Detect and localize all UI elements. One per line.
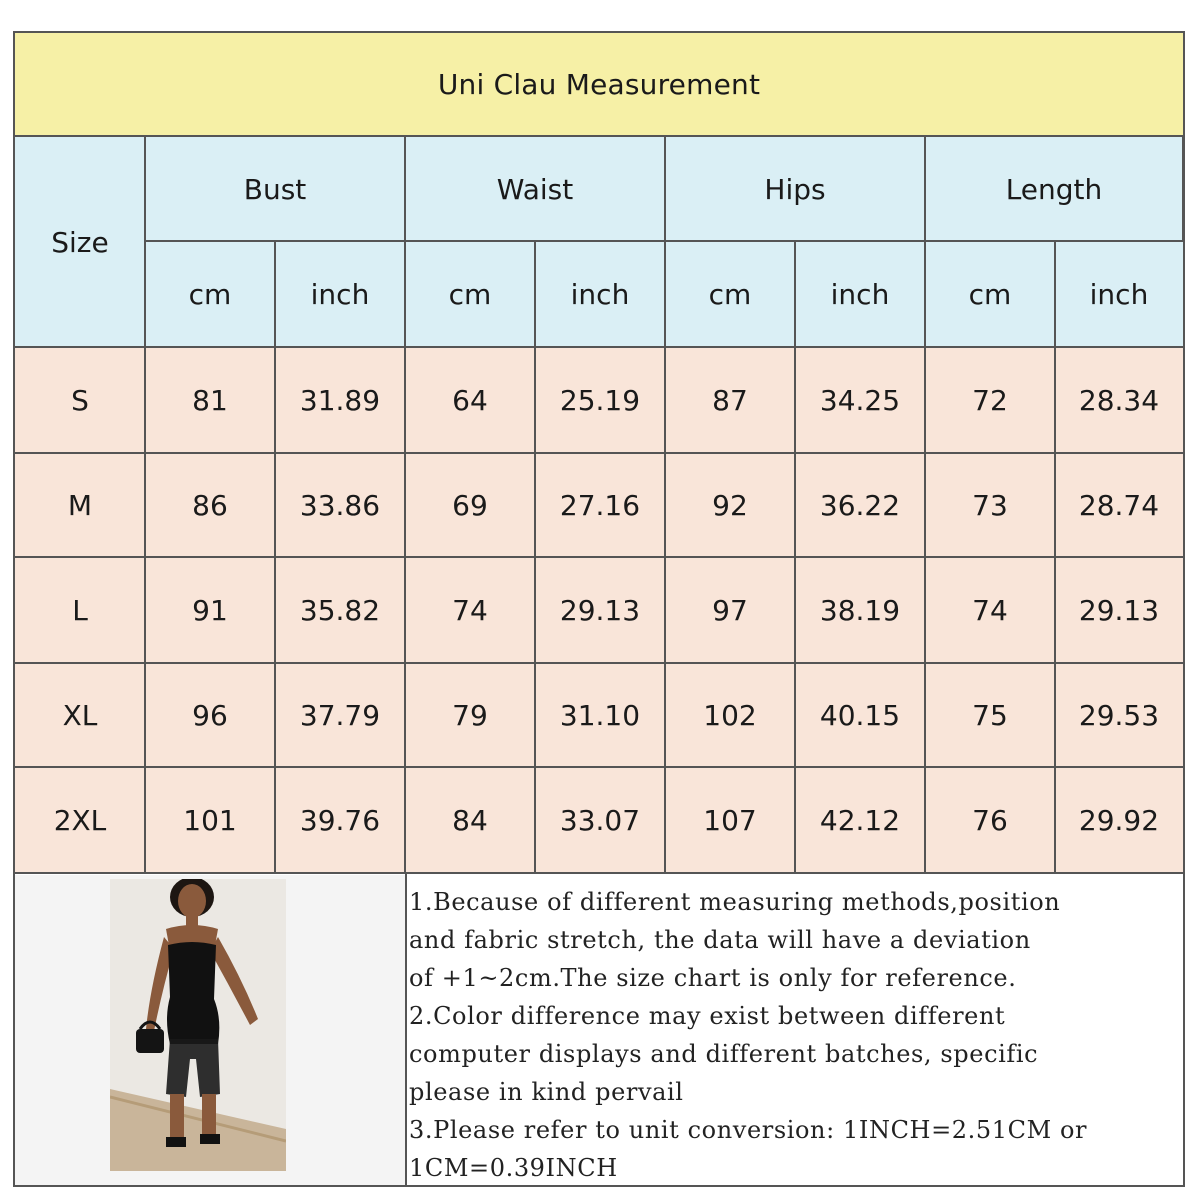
measurement-cell: 92	[665, 453, 795, 557]
grid-line	[404, 347, 406, 873]
grid-line	[274, 241, 276, 347]
measurement-cell: 33.07	[535, 767, 665, 873]
measurement-cell: 31.10	[535, 663, 665, 767]
grid-line	[924, 241, 926, 347]
note-line: 1CM=0.39INCH	[409, 1154, 618, 1182]
group-header-length: Length	[925, 137, 1183, 241]
grid-line	[924, 137, 926, 241]
grid-line	[15, 556, 1183, 558]
unit-header: inch	[1055, 241, 1183, 347]
measurement-cell: 69	[405, 453, 535, 557]
measurement-cell: 29.92	[1055, 767, 1183, 873]
measurement-cell: 27.16	[535, 453, 665, 557]
grid-line	[15, 346, 1183, 348]
product-photo-panel	[15, 875, 405, 1185]
group-header-waist: Waist	[405, 137, 665, 241]
unit-header: cm	[405, 241, 535, 347]
grid-line	[404, 241, 406, 347]
measurement-cell: 96	[145, 663, 275, 767]
grid-line	[924, 347, 926, 873]
unit-header: inch	[275, 241, 405, 347]
unit-header: inch	[795, 241, 925, 347]
grid-line	[15, 662, 1183, 664]
model-illustration	[110, 879, 286, 1171]
measurement-cell: 87	[665, 347, 795, 453]
grid-line	[534, 347, 536, 873]
grid-line	[664, 347, 666, 873]
note-line: of +1~2cm.The size chart is only for reference.	[409, 964, 1017, 992]
grid-line	[794, 347, 796, 873]
measurement-cell: 34.25	[795, 347, 925, 453]
size-notes	[409, 883, 1179, 1183]
note-line: please in kind pervail	[409, 1078, 684, 1106]
measurement-cell: 64	[405, 347, 535, 453]
measurement-cell: 79	[405, 663, 535, 767]
measurement-cell: 38.19	[795, 557, 925, 663]
unit-header: cm	[665, 241, 795, 347]
measurement-cell: 107	[665, 767, 795, 873]
grid-line	[274, 347, 276, 873]
grid-line	[15, 872, 1183, 874]
grid-line	[144, 241, 146, 347]
grid-line	[15, 452, 1183, 454]
measurement-cell: 86	[145, 453, 275, 557]
size-chart	[13, 31, 1185, 1187]
grid-line	[1054, 241, 1056, 347]
group-header-hips: Hips	[665, 137, 925, 241]
measurement-cell: 81	[145, 347, 275, 453]
size-cell: M	[15, 453, 145, 557]
measurement-cell: 72	[925, 347, 1055, 453]
measurement-cell: 35.82	[275, 557, 405, 663]
note-line: 3.Please refer to unit conversion: 1INCH=2.51CM or	[409, 1116, 1088, 1144]
measurement-cell: 39.76	[275, 767, 405, 873]
grid-line	[15, 766, 1183, 768]
product-photo	[110, 879, 286, 1171]
grid-line	[1054, 347, 1056, 873]
measurement-cell: 73	[925, 453, 1055, 557]
measurement-cell: 28.74	[1055, 453, 1183, 557]
group-header-bust: Bust	[145, 137, 405, 241]
measurement-cell: 101	[145, 767, 275, 873]
note-line: 2.Color difference may exist between different	[409, 1002, 1006, 1030]
unit-header: cm	[145, 241, 275, 347]
measurement-cell: 40.15	[795, 663, 925, 767]
grid-line	[534, 241, 536, 347]
unit-header: inch	[535, 241, 665, 347]
measurement-cell: 74	[925, 557, 1055, 663]
grid-line	[1182, 137, 1184, 241]
size-cell: L	[15, 557, 145, 663]
size-cell: 2XL	[15, 767, 145, 873]
size-cell: XL	[15, 663, 145, 767]
measurement-cell: 29.53	[1055, 663, 1183, 767]
measurement-cell: 75	[925, 663, 1055, 767]
measurement-cell: 97	[665, 557, 795, 663]
measurement-cell: 25.19	[535, 347, 665, 453]
grid-line	[794, 241, 796, 347]
measurement-cell: 74	[405, 557, 535, 663]
grid-line	[664, 241, 666, 347]
measurement-cell: 28.34	[1055, 347, 1183, 453]
note-line: 1.Because of different measuring methods,position	[409, 888, 1061, 916]
measurement-cell: 102	[665, 663, 795, 767]
measurement-cell: 29.13	[1055, 557, 1183, 663]
note-line: computer displays and different batches, specific	[409, 1040, 1039, 1068]
measurement-cell: 36.22	[795, 453, 925, 557]
size-cell: S	[15, 347, 145, 453]
grid-line	[144, 347, 146, 873]
measurement-cell: 42.12	[795, 767, 925, 873]
unit-header: cm	[925, 241, 1055, 347]
chart-title: Uni Clau Measurement	[15, 33, 1183, 137]
grid-line	[405, 873, 407, 1185]
measurement-cell: 37.79	[275, 663, 405, 767]
measurement-cell: 91	[145, 557, 275, 663]
grid-line	[664, 137, 666, 241]
grid-line	[144, 137, 146, 241]
measurement-cell: 76	[925, 767, 1055, 873]
note-line: and fabric stretch, the data will have a deviation	[409, 926, 1031, 954]
measurement-cell: 31.89	[275, 347, 405, 453]
measurement-cell: 29.13	[535, 557, 665, 663]
measurement-cell: 84	[405, 767, 535, 873]
measurement-cell: 33.86	[275, 453, 405, 557]
size-header: Size	[15, 137, 145, 347]
grid-line	[404, 137, 406, 241]
